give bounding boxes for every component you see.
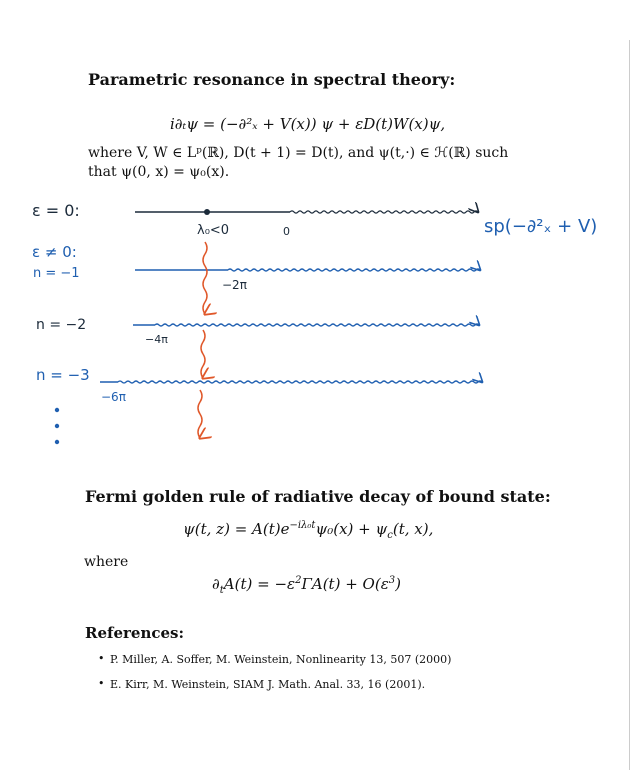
n-minus-3-label: n = −3 — [36, 366, 90, 384]
section-title-parametric-resonance: Parametric resonance in spectral theory: — [88, 70, 456, 89]
solution-decomposition-equation: ψ(t, $z) = A(t)e^{-i\lambda_0t}\psi_0(x) + \psi_c(t$, x), — [183, 520, 434, 541]
ellipsis-dot-3 — [55, 440, 59, 444]
hypotheses-line-1: where V, W ∈ Lᵖ(ℝ), D(t + 1) = D(t), and ψ(t,·) ∈ ℋ(ℝ) such — [88, 145, 509, 161]
origin-label: 0 — [283, 225, 290, 238]
reference-item: • P. Miller, A. Soffer, M. Weinstein, Nonlinearity 13, 507 (2000) — [98, 653, 451, 666]
spectrum-label: sp(−∂²ₓ + V) — [484, 216, 598, 237]
schrodinger-equation: i∂ₜψ = (−∂²ₓ + V(x)) ψ + εD(t)W(x)ψ, — [170, 115, 446, 133]
row-n2-wave — [155, 324, 479, 326]
row-n1-wave — [228, 269, 480, 271]
references-heading: References: — [85, 624, 185, 642]
coupling-arrow-3 — [198, 390, 202, 438]
shift-2pi-label: −2π — [222, 278, 247, 292]
hypotheses-line-2: that ψ(0, x) = ψ₀(x). — [88, 164, 230, 180]
decay-rate-equation: $\partial_tA(t) = -\varepsilon^2\Gamma A(t) + O(\varepsilon^3)$ — [212, 575, 401, 596]
ellipsis-dot-1 — [55, 408, 59, 412]
lambda-zero-label: λ₀<0 — [197, 223, 230, 238]
continuous-spectrum-wave — [290, 211, 478, 213]
references-list — [98, 653, 451, 703]
where-label: where — [84, 554, 129, 570]
spectrum-diagram — [0, 190, 638, 460]
n-minus-1-label: n = −1 — [33, 266, 80, 281]
n-minus-2-label: n = −2 — [36, 317, 87, 333]
reference-item: • E. Kirr, M. Weinstein, SIAM J. Math. Anal. 33, 16 (2001). — [98, 678, 451, 691]
shift-6pi-label: −6π — [101, 390, 126, 404]
epsilon-nonzero-label: ε ≠ 0: — [32, 243, 77, 261]
shift-4pi-label: −4π — [145, 333, 168, 346]
coupling-arrow-2 — [201, 330, 205, 378]
ellipsis-dot-2 — [55, 424, 59, 428]
epsilon-zero-label: ε = 0: — [32, 201, 80, 220]
section-title-fermi-golden-rule: Fermi golden rule of radiative decay of bound state: — [85, 487, 551, 506]
eigenvalue-dot — [204, 209, 210, 215]
row-n3-wave — [118, 381, 482, 383]
coupling-arrow-1 — [203, 242, 207, 314]
